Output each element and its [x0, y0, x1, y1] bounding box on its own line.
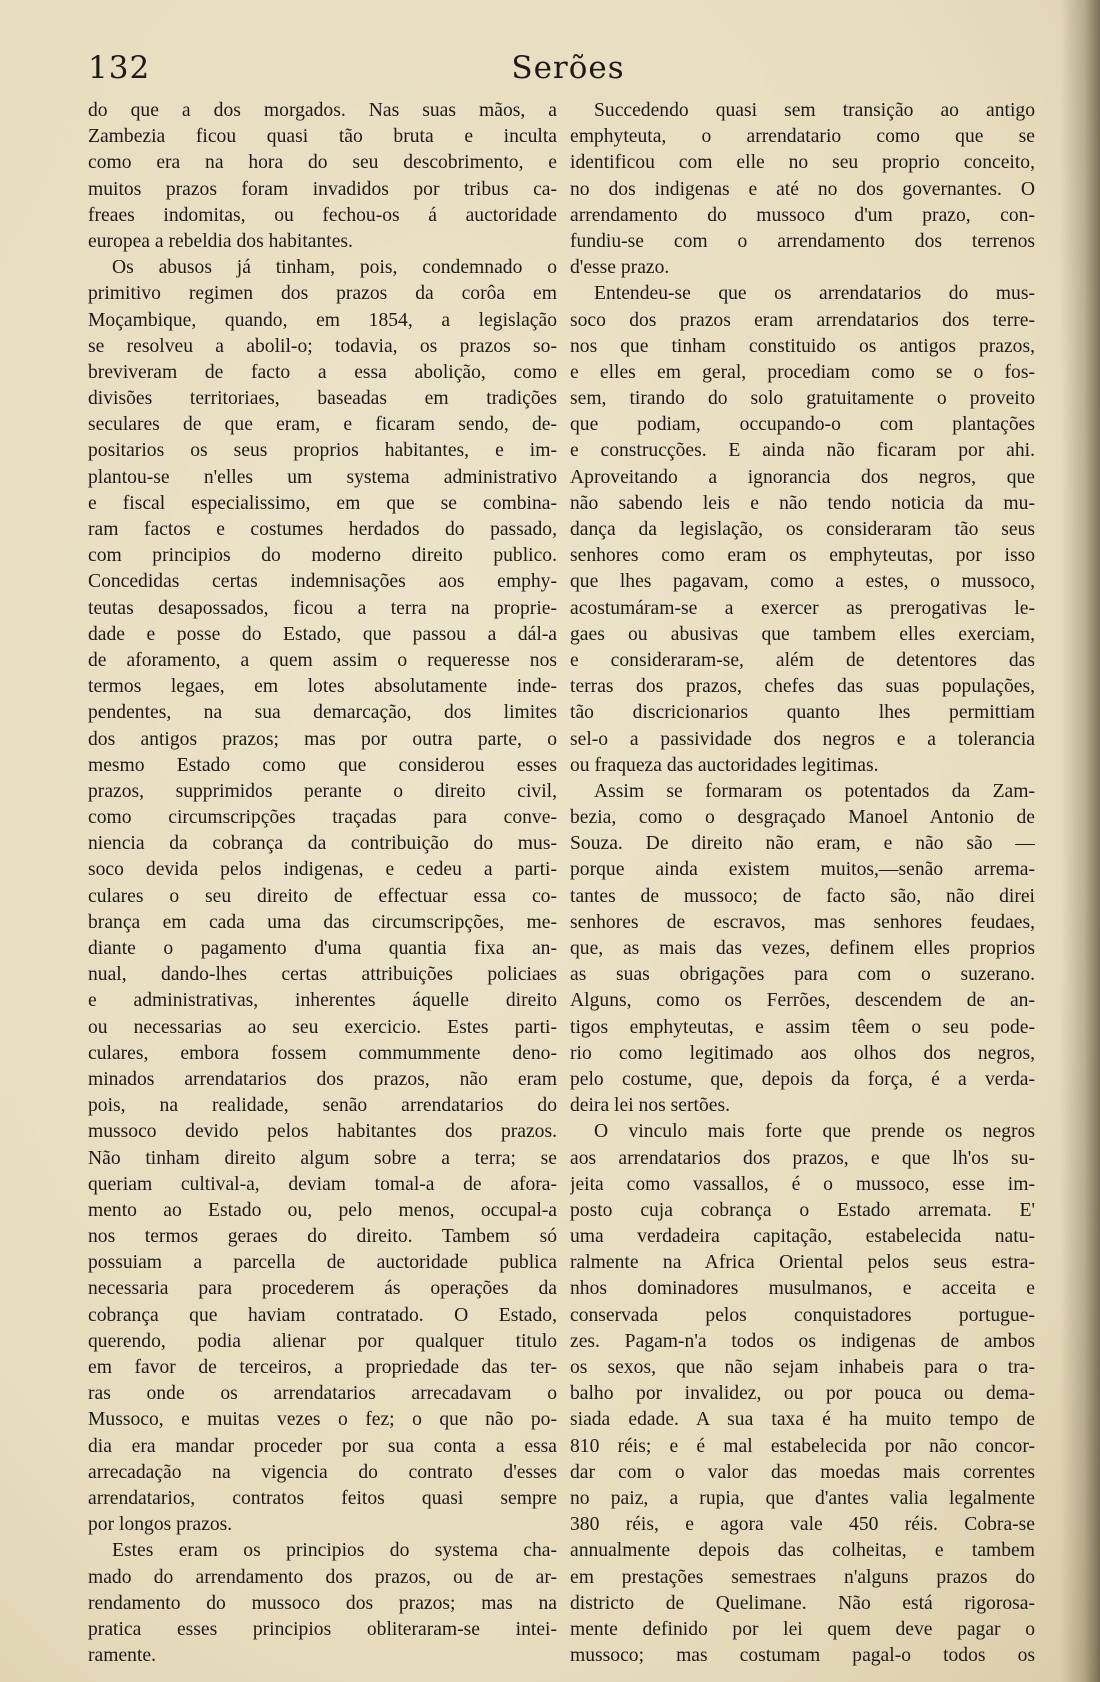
text-line: Estes eram os principios do systema cha-: [112, 1540, 557, 1562]
text-line: jeita como vassallos, é o mussoco, esse im-: [570, 1173, 1035, 1195]
text-line: O vinculo mais forte que prende os negros: [594, 1121, 1035, 1143]
text-line: Alguns, como os Ferrões, descendem de an-: [570, 990, 1035, 1012]
text-line: termos legaes, em lotes absolutamente inde-: [88, 676, 557, 698]
text-line: soco devida pelos indigenas, e cedeu a parti-: [88, 859, 557, 881]
text-line: rendamento do mussoco dos prazos; mas na: [88, 1592, 557, 1614]
text-line: dia era mandar proceder por sua conta a essa: [88, 1435, 557, 1457]
text-line: Souza. De direito não eram, e não são —: [570, 833, 1035, 855]
text-line: conservada pelos conquistadores portugue-: [570, 1304, 1035, 1326]
text-line: mussoco devido pelos habitantes dos prazos.: [88, 1121, 557, 1143]
text-line: plantou-se n'elles um systema administrativo: [88, 466, 557, 488]
text-line: Mussoco, e muitas vezes o fez; o que não po-: [88, 1409, 557, 1431]
text-line: soco dos prazos eram arrendatarios dos terre-: [570, 309, 1035, 331]
text-line: pois, na realidade, senão arrendatarios do: [88, 1095, 557, 1117]
text-line: arrendatarios, contratos feitos quasi sempre: [88, 1487, 557, 1509]
text-line: Moçambique, quando, em 1854, a legislação: [88, 309, 557, 331]
text-line: brança em cada uma das circumscripções, me-: [88, 911, 557, 933]
text-line: ou fraqueza das auctoridades legitimas.: [570, 754, 879, 776]
text-line: pelo costume, que, depois da força, é a verda-: [570, 1068, 1035, 1090]
text-line: teutas desapossados, ficou a terra na proprie-: [88, 597, 557, 619]
text-line: ou necessarias ao seu exercicio. Estes parti-: [88, 1016, 557, 1038]
text-line: freaes indomitas, ou fechou-os á auctoridade: [88, 204, 557, 226]
text-line: breviveram de facto a essa abolição, como: [88, 361, 557, 383]
binding-shadow: [1060, 0, 1100, 1682]
text-line: porque ainda existem muitos,—senão arrema-: [570, 859, 1035, 881]
text-line: ramente.: [88, 1645, 156, 1667]
text-line: emphyteuta, o arrendatario como que se: [570, 126, 1035, 148]
text-line: mente definido por lei quem deve pagar o: [570, 1618, 1035, 1640]
text-line: Os abusos já tinham, pois, condemnado o: [112, 257, 557, 279]
text-line: niencia da cobrança da contribuição do mus-: [88, 833, 557, 855]
text-line: nos termos geraes do direito. Tambem só: [88, 1226, 557, 1248]
text-line: balho por invalidez, ou por pouca ou dema-: [570, 1383, 1035, 1405]
text-line: Succedendo quasi sem transição ao antigo: [594, 100, 1035, 121]
text-line: as suas obrigações para com o suzerano.: [570, 964, 1035, 986]
text-line: muitos prazos foram invadidos por tribus ca-: [88, 178, 557, 200]
text-line: mado do arrendamento dos prazos, ou de ar-: [88, 1566, 557, 1588]
text-line: europea a rebeldia dos habitantes.: [88, 230, 353, 252]
text-line: identificou com elle no seu proprio conceito,: [570, 152, 1035, 174]
text-line: Zambezia ficou quasi tão bruta e inculta: [88, 126, 557, 148]
running-head: Serões: [511, 50, 625, 86]
text-line: necessaria para procederem ás operações da: [88, 1278, 557, 1300]
text-line: e elles em geral, procediam como se o fos-: [570, 361, 1035, 383]
text-line: querendo, podia alienar por qualquer titulo: [88, 1330, 557, 1352]
text-line: tão discricionarios quanto lhes permittiam: [570, 702, 1035, 724]
text-line: aos arrendatarios dos prazos, e que lh'os su-: [570, 1147, 1035, 1169]
text-line: e fiscal especialissimo, em que se combina-: [88, 492, 557, 514]
text-line: e administrativas, inherentes áquelle direito: [88, 990, 557, 1012]
text-line: mento ao Estado ou, pelo menos, occupal-a: [88, 1199, 557, 1221]
text-line: terras dos prazos, chefes das suas populações,: [570, 676, 1035, 698]
text-line: Assim se formaram os potentados da Zam-: [594, 780, 1035, 802]
text-line: fundiu-se com o arrendamento dos terrenos: [570, 230, 1035, 252]
text-line: com principios do moderno direito publico.: [88, 545, 557, 567]
text-line: annualmente depois das colheitas, e tambem: [570, 1540, 1035, 1562]
text-line: diante o pagamento d'uma quantia fixa an-: [88, 938, 557, 959]
text-line: primitivo regimen dos prazos da corôa em: [88, 283, 557, 305]
text-line: gaes ou abusivas que tambem elles exerciam,: [570, 623, 1035, 645]
text-line: minados arrendatarios dos prazos, não eram: [88, 1068, 557, 1090]
text-line: se resolveu a abolil-o; todavia, os prazos so-: [88, 335, 557, 357]
text-line: Aproveitando a ignorancia dos negros, que: [570, 466, 1035, 488]
text-line: Concedidas certas indemnisações aos emphy-: [88, 571, 557, 593]
text-line: sel-o a passividade dos negros e a tolerancia: [570, 728, 1035, 750]
text-line: rio como legitimado aos olhos dos negros,: [570, 1042, 1035, 1064]
text-line: culares, embora fossem commummente deno-: [88, 1042, 557, 1064]
text-line: tantes de mussoco; de facto são, não direi: [570, 885, 1035, 907]
left-text-column: [88, 98, 557, 1669]
text-line: queriam cultival-a, deviam tomal-a de afora-: [88, 1173, 557, 1195]
text-line: acostumáram-se a exercer as prerogativas le-: [570, 597, 1035, 619]
text-line: por longos prazos.: [88, 1514, 233, 1536]
text-line: positarios os seus proprios habitantes, e im-: [88, 440, 557, 462]
text-line: possuiam a parcella de auctoridade publica: [88, 1252, 557, 1274]
text-line: que, as mais das vezes, definem elles proprios: [570, 938, 1035, 959]
text-line: d'esse prazo.: [570, 257, 670, 279]
text-line: nhos dominadores musulmanos, e acceita e: [570, 1278, 1035, 1300]
text-line: que lhes pagavam, como a estes, o mussoco,: [570, 571, 1035, 593]
text-line: Não tinham direito algum sobre a terra; se: [88, 1147, 557, 1169]
text-line: 810 réis; e é mal estabelecida por não concor-: [570, 1435, 1035, 1457]
text-line: dade e posse do Estado, que passou a dál-a: [88, 623, 557, 645]
text-line: tigos emphyteutas, e assim têem o seu pode-: [570, 1016, 1035, 1038]
text-line: pratica esses principios obliteraram-se intei-: [88, 1618, 557, 1640]
text-line: ralmente na Africa Oriental pelos seus estra-: [570, 1252, 1035, 1274]
text-line: ras onde os arrendatarios arrecadavam o: [88, 1383, 557, 1405]
text-line: zes. Pagam-n'a todos os indigenas de ambos: [570, 1330, 1035, 1352]
text-line: do que a dos morgados. Nas suas mãos, a: [88, 100, 557, 121]
text-line: districto de Quelimane. Não está rigorosa-: [570, 1592, 1035, 1614]
right-text-column: [570, 98, 1035, 1669]
text-line: 380 réis, e agora vale 450 réis. Cobra-se: [570, 1514, 1035, 1536]
text-line: deira lei nos sertões.: [570, 1095, 730, 1117]
text-line: mesmo Estado como que considerou esses: [88, 754, 557, 776]
page-number: 132: [88, 50, 151, 86]
text-line: no paiz, a rupia, que d'antes valia legalmente: [570, 1487, 1035, 1509]
text-line: em prestações semestraes n'alguns prazos do: [570, 1566, 1035, 1588]
text-line: divisões territoriaes, baseadas em tradições: [88, 388, 557, 410]
text-line: prazos, supprimidos perante o direito civil,: [88, 780, 557, 802]
text-line: Entendeu-se que os arrendatarios do mus-: [594, 283, 1035, 305]
text-line: bezia, como o desgraçado Manoel Antonio de: [570, 807, 1035, 829]
text-line: dança da legislação, os consideraram tão seus: [570, 519, 1035, 540]
text-line: nual, dando-lhes certas attribuições policiaes: [88, 964, 557, 986]
text-line: os sexos, que não sejam inhabeis para o tra-: [570, 1357, 1035, 1378]
text-line: como circumscripções traçadas para conve-: [88, 807, 557, 829]
text-line: ram factos e costumes herdados do passado,: [88, 519, 557, 540]
text-line: em favor de terceiros, a propriedade das ter-: [88, 1357, 557, 1378]
text-line: seculares de que eram, e ficaram sendo, de-: [88, 414, 557, 436]
text-line: no dos indigenas e até no dos governantes. O: [570, 178, 1035, 200]
text-line: como era na hora do seu descobrimento, e: [88, 152, 557, 174]
text-line: arrecadação na vigencia do contrato d'esses: [88, 1461, 557, 1483]
text-line: posto cuja cobrança o Estado arremata. E': [570, 1199, 1035, 1221]
text-line: sem, tirando do solo gratuitamente o proveito: [570, 388, 1035, 410]
text-line: dos antigos prazos; mas por outra parte, o: [88, 728, 557, 750]
text-line: que podiam, occupando-o com plantações: [570, 414, 1035, 436]
text-line: não sabendo leis e não tendo noticia da mu-: [570, 492, 1035, 514]
text-line: uma verdadeira capitação, estabelecida natu-: [570, 1226, 1035, 1248]
text-line: senhores como eram os emphyteutas, por isso: [570, 545, 1035, 567]
text-line: siada edade. A sua taxa é ha muito tempo de: [570, 1409, 1035, 1431]
text-line: cobrança que haviam contratado. O Estado,: [88, 1304, 557, 1326]
text-line: dar com o valor das moedas mais correntes: [570, 1461, 1035, 1483]
page-header: [88, 50, 1048, 96]
text-line: e consideraram-se, além de detentores das: [570, 649, 1035, 671]
text-line: mussoco; mas costumam pagal-o todos os: [570, 1645, 1035, 1667]
text-line: arrendamento do mussoco d'um prazo, con-: [570, 204, 1035, 226]
text-line: pendentes, na sua demarcação, dos limites: [88, 702, 557, 724]
text-line: culares o seu direito de effectuar essa co-: [88, 885, 557, 907]
text-line: senhores de escravos, mas senhores feudaes,: [570, 911, 1035, 933]
text-line: e construcções. E ainda não ficaram por ahi.: [570, 440, 1035, 462]
text-line: nos que tinham constituido os antigos prazos,: [570, 335, 1035, 357]
text-line: de aforamento, a quem assim o requeresse nos: [88, 649, 557, 671]
